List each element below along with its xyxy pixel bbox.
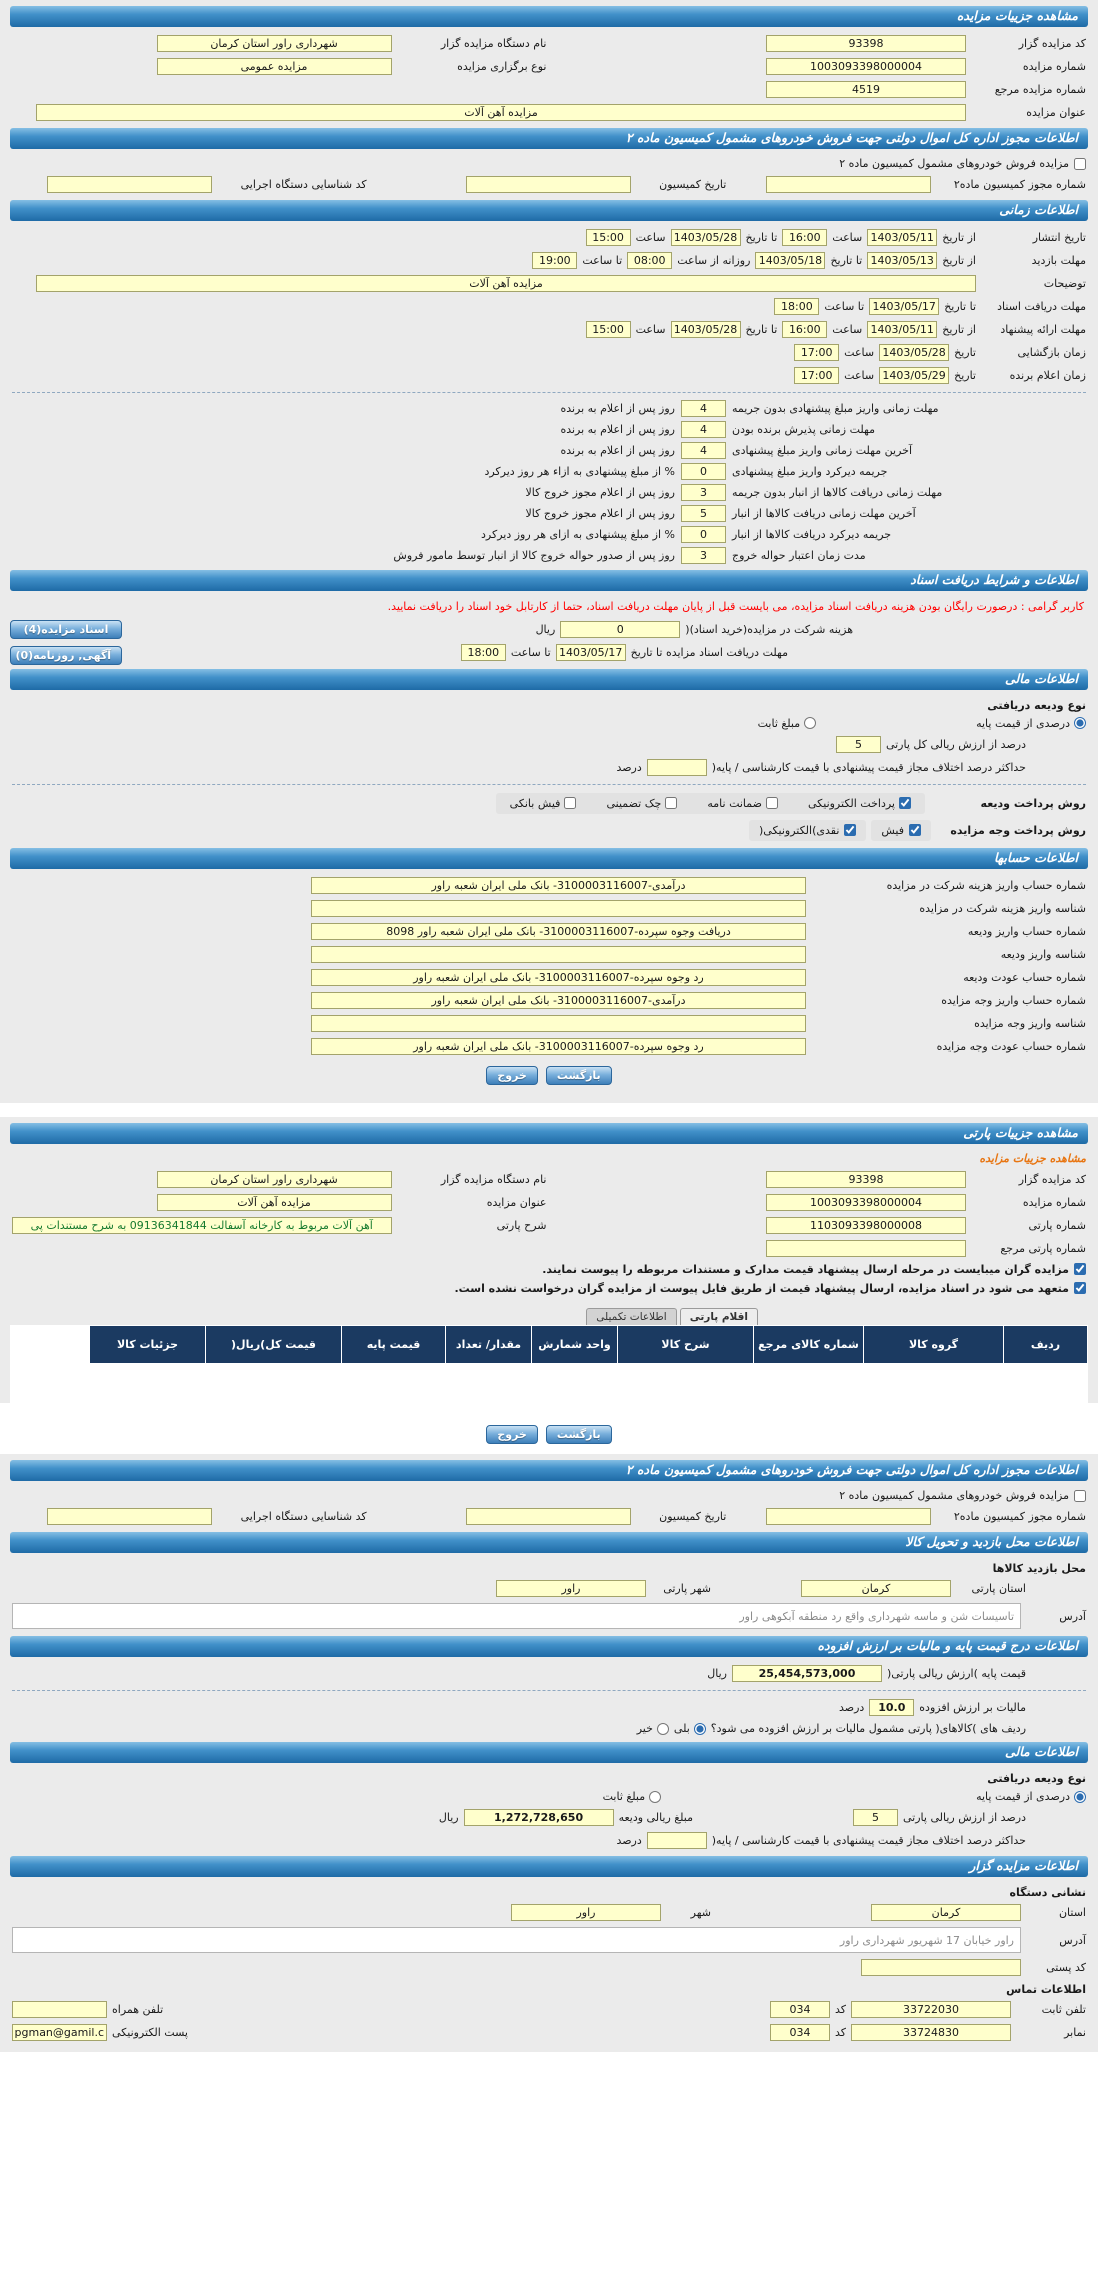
auction-documents-button[interactable]: اسناد مزایده(4) (10, 620, 122, 639)
hour-label: ساعت (832, 323, 863, 336)
exit-button[interactable]: خروج (486, 1066, 538, 1085)
deposit-percent-label: درصد از ارزش ریالی پارتی (903, 1811, 1026, 1825)
to-date-label: تا تاریخ (944, 300, 976, 313)
timing-header: اطلاعات زمانی (10, 200, 1088, 221)
partie-no-label: شماره پارتی (1028, 1218, 1086, 1232)
org-address-input[interactable] (12, 1927, 1021, 1953)
col-goods-details: جزئیات کالا (90, 1325, 206, 1363)
partie-desc-label: شرح پارتی (496, 1218, 547, 1232)
certified-check-label: چک تضمینی (606, 796, 662, 810)
deposit-percent-radio-group (976, 717, 1086, 730)
penalty-suffix: % از مبلغ پیشنهادی به ازای هر روز دیرکرد (481, 528, 675, 541)
visit-location-header: اطلاعات محل بازدید و تحویل کالا (10, 1532, 1088, 1553)
opening-date-input[interactable] (879, 344, 949, 361)
tab-additional-info[interactable]: اطلاعات تکمیلی (586, 1308, 676, 1325)
deposit-method-options (496, 793, 925, 814)
bidder-code-label: کد مزایده گزار (1018, 1172, 1086, 1186)
auction-details-header: مشاهده جزییات مزایده (10, 6, 1088, 27)
publish-from-date-input[interactable] (867, 229, 937, 246)
certified-check-checkbox[interactable] (665, 797, 677, 809)
accounts-header: اطلاعات حسابها (10, 848, 1088, 869)
exec-id-label: کد شناسایی دستگاه اجرایی (240, 1510, 367, 1524)
org-name-input[interactable] (157, 1171, 392, 1188)
commission-permit-label: شماره مجوز کمیسیون ماده۲ (953, 1510, 1086, 1524)
commission-date-input[interactable] (466, 1508, 631, 1525)
rial-label: ریال (707, 1667, 727, 1681)
rial-label: ریال (535, 622, 556, 636)
commission-permit-label: شماره مجوز کمیسیون ماده۲ (953, 178, 1086, 191)
visit-to-date-input[interactable] (755, 252, 825, 269)
org-name-label: نام دستگاه مزایده گزار (440, 37, 547, 50)
penalty-label: آخرین مهلت زمانی واریز مبلغ پیشنهادی (732, 444, 912, 457)
visit-from-date-input[interactable] (867, 252, 937, 269)
vat-no-label: خیر (636, 1722, 653, 1736)
maxdiff-label: حداکثر درصد اختلاف مجاز قیمت پیشنهادی با قیمت کارشناسی / پایه( (711, 1834, 1026, 1848)
vat-input[interactable] (869, 1699, 914, 1716)
pricing-header: اطلاعات درج قیمت پایه و مالیات بر ارزش افزوده (10, 1636, 1088, 1657)
auction-no-input[interactable] (766, 58, 966, 75)
org-name-input[interactable] (157, 35, 392, 52)
deposit-amount-input[interactable] (464, 1809, 614, 1826)
hour-label: ساعت (635, 231, 666, 244)
contact-info-title: اطلاعات تماس (1006, 1983, 1086, 1997)
docs-deadline-date-input[interactable] (869, 298, 939, 315)
visit-label: مهلت بازدید (1031, 254, 1086, 267)
commission-date-input[interactable] (466, 176, 631, 193)
account-label: شماره حساب عودت وجه مزایده (936, 1039, 1086, 1053)
fax-label: نمابر (1064, 2026, 1086, 2040)
bank-slip-label: فیش بانکی (509, 796, 561, 810)
penalty-suffix: روز پس از اعلام به برنده (560, 402, 675, 415)
penalty-label: آخرین مهلت زمانی دریافت کالاها از انبار (732, 507, 916, 520)
offer-from-time-input[interactable] (782, 321, 827, 338)
org-province-input[interactable] (871, 1904, 1021, 1921)
account-input[interactable] (311, 1038, 806, 1055)
mobile-label: تلفن همراه (112, 2003, 164, 2017)
col-quantity: مقدار/ تعداد (446, 1325, 532, 1363)
account-input[interactable] (311, 969, 806, 986)
penalty-input[interactable] (681, 400, 726, 417)
partie-desc-input[interactable] (12, 1217, 392, 1234)
penalty-input[interactable] (681, 442, 726, 459)
dashed-divider (12, 392, 1086, 393)
email-input[interactable] (12, 2024, 107, 2041)
no-file-offer-checkbox[interactable] (1074, 1282, 1086, 1294)
back-button[interactable]: بازگشت (546, 1066, 612, 1085)
electronic-payment-checkbox[interactable] (899, 797, 911, 809)
org-address-label: آدرس (1059, 1933, 1086, 1947)
penalty-input[interactable] (681, 526, 726, 543)
auction-title-input[interactable] (157, 1194, 392, 1211)
from-date-label: از تاریخ (942, 323, 976, 336)
partie-province-input[interactable] (801, 1580, 951, 1597)
opening-label: زمان بازگشایی (1017, 346, 1086, 359)
deposit-percent-input[interactable] (836, 736, 881, 753)
deposit-percent-radio-group (976, 1790, 1086, 1803)
partie-items-table (10, 1325, 1088, 1404)
partie-ref-input[interactable] (766, 1240, 966, 1257)
deposit-type-title: نوع ودیعه دریافتی (987, 1772, 1086, 1786)
partie-province-label: استان پارتی (971, 1582, 1026, 1596)
electronic-payment-option (808, 797, 911, 810)
empty-table-row (11, 1363, 1088, 1383)
phone-input[interactable] (851, 2001, 1011, 2018)
offer-to-time-input[interactable] (586, 321, 631, 338)
account-input[interactable] (311, 877, 806, 894)
guarantee-label: ضمانت نامه (707, 796, 762, 810)
percent-suffix-label: درصد (616, 760, 642, 774)
certified-check-option (606, 797, 677, 810)
back-button[interactable]: بازگشت (546, 1425, 612, 1444)
deposit-fixed-radio-label: مبلغ ثابت (757, 716, 801, 730)
partie-city-input[interactable] (496, 1580, 646, 1597)
tab-partie-items[interactable]: اقلام پارتی (680, 1308, 758, 1325)
account-input[interactable] (311, 1015, 806, 1032)
account-input[interactable] (311, 900, 806, 917)
vat-yes-label: بلی (673, 1722, 690, 1736)
commission-checkbox[interactable] (1074, 158, 1086, 170)
deposit-fixed-radio-label: مبلغ ثابت (602, 1790, 646, 1804)
partie-address-label: آدرس (1059, 1609, 1086, 1623)
col-count-unit: واحد شمارش (532, 1325, 618, 1363)
account-label: شناسه واریز وجه مزایده (974, 1016, 1086, 1030)
commission-checkbox[interactable] (1074, 1490, 1086, 1502)
docs-deadline-time-input[interactable] (774, 298, 819, 315)
commission-permit-input[interactable] (766, 176, 931, 193)
col-total-price: قیمت کل)ریال( (206, 1325, 342, 1363)
loading-bar: بارگذاری... (11, 1383, 1088, 1403)
penalty-suffix: روز پس از اعلام مجوز خروج کالا (525, 486, 675, 499)
attachments-required-label: مزایده گران میبایست در مرحله ارسال پیشنهاد قیمت مدارک و مستندات مربوطه را پیوست نمایند. (542, 1262, 1069, 1276)
vat-yes-radio-group (674, 1722, 706, 1735)
deposit-percent-radio-label: درصدی از قیمت پایه (976, 1790, 1070, 1804)
exec-id-label: کد شناسایی دستگاه اجرایی (240, 178, 367, 191)
visit-from-time-input[interactable] (627, 252, 672, 269)
fax-code-input[interactable] (770, 2024, 830, 2041)
docs-warning-text: کاربر گرامی : درصورت رایگان بودن هزینه دریافت اسناد مزایده، می بایست قبل از پایان مهلت دریافت اسناد، حتما از کارتابل خود اسناد را دریافت نمایید. (387, 600, 1084, 613)
percent-suffix-label: درصد (838, 1701, 865, 1715)
partie-ref-label: شماره پارتی مرجع (1000, 1241, 1086, 1255)
bidder-code-input[interactable] (766, 35, 966, 52)
dashed-divider (12, 1690, 1086, 1691)
deposit-percent-radio-label: درصدی از قیمت پایه (976, 716, 1070, 730)
publish-to-date-input[interactable] (671, 229, 741, 246)
col-goods-group: گروه کالا (864, 1325, 1004, 1363)
guarantee-checkbox[interactable] (766, 797, 778, 809)
penalty-suffix: روز پس از صدور حواله خروج کالا از انبار توسط مامور فروش (393, 549, 675, 562)
slip-option (871, 820, 931, 841)
fee-input[interactable] (560, 621, 680, 638)
bidder-code-input[interactable] (766, 1171, 966, 1188)
auction-no-input[interactable] (766, 1194, 966, 1211)
account-input[interactable] (311, 923, 806, 940)
penalty-input[interactable] (681, 421, 726, 438)
bank-slip-option (510, 797, 577, 810)
deposit-percent-radio[interactable] (1074, 717, 1086, 729)
notes-label: توضیحات (1043, 277, 1086, 290)
penalty-suffix: روز پس از اعلام به برنده (560, 423, 675, 436)
percent-suffix-label: درصد (616, 1834, 642, 1848)
offer-to-date-input[interactable] (671, 321, 741, 338)
commission-date-label: تاریخ کمیسیون (659, 178, 727, 191)
finance-header: اطلاعات مالی (10, 1742, 1088, 1763)
partie-address-input[interactable] (12, 1603, 1021, 1629)
account-input[interactable] (311, 992, 806, 1009)
partie-tabs (10, 1308, 758, 1325)
newspaper-ads-button[interactable]: آگهی, روزنامه(0) (10, 646, 122, 665)
electronic-payment-label: پرداخت الکترونیکی (808, 796, 895, 810)
hour-label: ساعت (844, 369, 875, 382)
deposit-type-title: نوع ودیعه دریافتی (987, 698, 1086, 712)
winner-time-input[interactable] (794, 367, 839, 384)
mobile-input[interactable] (12, 2001, 107, 2018)
deposit-percent-radio[interactable] (1074, 1791, 1086, 1803)
partie-details-block (0, 1117, 1098, 1404)
exec-id-input[interactable] (47, 176, 212, 193)
deposit-fixed-radio-group (758, 717, 816, 730)
phone-code-input[interactable] (770, 2001, 830, 2018)
commission-header: اطلاعات مجوز اداره کل اموال دولتی جهت فروش خودروهای مشمول کمیسیون ماده ۲ (10, 1460, 1088, 1481)
penalty-label: مهلت زمانی پذیرش برنده بودن (732, 423, 876, 436)
loading-row (11, 1383, 1088, 1403)
finance-header: اطلاعات مالی (10, 669, 1088, 690)
penalty-label: مدت زمان اعتبار حواله خروج (732, 549, 866, 562)
partie-no-input[interactable] (766, 1217, 966, 1234)
area-code-label: کد (834, 2003, 846, 2017)
org-address-title: نشانی دستگاه (1009, 1886, 1086, 1900)
from-date-label: از تاریخ (942, 254, 976, 267)
slip-label: فیش (881, 823, 904, 837)
account-label: شماره حساب عودت ودیعه (963, 970, 1086, 984)
to-hour-label: تا ساعت (582, 254, 623, 267)
auction-no-label: شماره مزایده (1022, 1195, 1086, 1209)
base-price-label: قیمت پایه )ارزش ریالی پارتی( (887, 1667, 1026, 1681)
deposit-fixed-radio-group (603, 1790, 661, 1803)
commission-permit-input[interactable] (766, 1508, 931, 1525)
deposit-amount-label: مبلغ ریالی ودیعه (618, 1811, 693, 1825)
auction-no-label: شماره مزایده (1022, 60, 1086, 73)
cash-electronic-label: نقدی)الکترونیکی( (758, 823, 840, 837)
fax-input[interactable] (851, 2024, 1011, 2041)
fee-label: هزینه شرکت در مزایده(خرید اسناد)( (685, 622, 853, 636)
date-label: تاریخ (954, 346, 976, 359)
daily-from-hour-label: روزانه از ساعت (677, 254, 751, 267)
account-label: شناسه واریز ودیعه (1000, 947, 1086, 961)
penalty-label: مهلت زمانی دریافت کالاها از انبار بدون جریمه (732, 486, 943, 499)
date-label: تاریخ (954, 369, 976, 382)
docs-deadline-label: مهلت دریافت اسناد (997, 300, 1086, 313)
auction-details-block (0, 0, 1098, 1103)
account-label: شماره حساب واریز وجه مزایده (941, 993, 1086, 1007)
base-price-input[interactable] (732, 1665, 882, 1682)
account-label: شماره حساب واریز هزینه شرکت در مزایده (886, 878, 1086, 892)
maxdiff-input[interactable] (647, 1832, 707, 1849)
auction-title-label: عنوان مزایده (1026, 106, 1086, 119)
penalty-label: جریمه دیرکرد دریافت کالاها از انبار (732, 528, 892, 541)
auction-type-label: نوع برگزاری مزایده (457, 60, 547, 73)
offer-from-date-input[interactable] (867, 321, 937, 338)
commission-checkbox-label: مزایده فروش خودروهای مشمول کمیسیون ماده ۲ (839, 157, 1069, 170)
penalty-label: جریمه دیرکرد واریز مبلغ پیشنهادی (732, 465, 888, 478)
deposit-method-label: روش پرداخت ودیعه (980, 796, 1086, 810)
deposit-percent-label: درصد از ارزش ریالی کل پارتی (885, 737, 1026, 751)
auctioneer-header: اطلاعات مزایده گزار (10, 1856, 1088, 1877)
penalty-input[interactable] (681, 463, 726, 480)
publish-label: تاریخ انتشار (1032, 231, 1086, 244)
view-auction-details-link[interactable]: مشاهده جزییات مزایده (979, 1151, 1086, 1165)
deposit-percent-input[interactable] (853, 1809, 898, 1826)
exit-button[interactable]: خروج (486, 1425, 538, 1444)
col-goods-description: شرح کالا (618, 1325, 754, 1363)
col-base-price: قیمت پایه (342, 1325, 446, 1363)
hour-label: ساعت (635, 323, 666, 336)
no-file-offer-label: متعهد می شود در اسناد مزایده، ارسال پیشنهاد قیمت از طریق فایل پیوست از مزایده گران درخواست نشده است. (454, 1281, 1069, 1295)
docs-deadline2-time-input[interactable] (461, 644, 506, 661)
cash-electronic-checkbox[interactable] (844, 824, 856, 836)
penalty-input[interactable] (681, 484, 726, 501)
auction-ref-label: شماره مزایده مرجع (994, 83, 1086, 96)
cash-electronic-option (749, 820, 866, 841)
maxdiff-label: حداکثر درصد اختلاف مجاز قیمت پیشنهادی با قیمت کارشناسی / پایه( (711, 760, 1026, 774)
org-city-input[interactable] (511, 1904, 661, 1921)
org-province-label: استان (1058, 1906, 1086, 1920)
commission-header: اطلاعات مجوز اداره کل اموال دولتی جهت فروش خودروهای مشمول کمیسیون ماده ۲ (10, 128, 1088, 149)
attachments-required-checkbox[interactable] (1074, 1263, 1086, 1275)
commission-checkbox-label: مزایده فروش خودروهای مشمول کمیسیون ماده ۲ (839, 1489, 1069, 1503)
rial-label: ریال (438, 1811, 459, 1825)
vat-no-radio-group (637, 1722, 669, 1735)
to-date-label: تا تاریخ (745, 231, 778, 244)
deposit-fixed-radio[interactable] (649, 1791, 661, 1803)
maxdiff-input[interactable] (647, 759, 707, 776)
col-empty-spacer (11, 1325, 90, 1363)
account-label: شناسه واریز هزینه شرکت در مزایده (919, 901, 1086, 915)
auction-type-input[interactable] (157, 58, 392, 75)
bidder-code-label: کد مزایده گزار (1018, 37, 1086, 50)
partie-city-label: شهر پارتی (663, 1582, 711, 1596)
exec-id-input[interactable] (47, 1508, 212, 1525)
partie-form-block (0, 1454, 1098, 2052)
email-label: پست الکترونیکی (112, 2026, 188, 2040)
penalty-suffix: روز پس از اعلام به برنده (560, 444, 675, 457)
col-ref-goods-number: شماره کالای مرجع (754, 1325, 864, 1363)
postal-code-label: کد پستی (1046, 1961, 1086, 1975)
partie-details-header: مشاهده جزییات پارتی (10, 1123, 1088, 1144)
visit-location-title: محل بازدید کالاها (992, 1562, 1086, 1576)
account-input[interactable] (311, 946, 806, 963)
from-date-label: از تاریخ (942, 231, 976, 244)
area-code-label: کد (834, 2026, 846, 2040)
guarantee-option (707, 797, 778, 810)
to-hour-label: تا ساعت (510, 645, 551, 659)
hour-label: ساعت (844, 346, 875, 359)
winner-date-input[interactable] (879, 367, 949, 384)
deposit-fixed-radio[interactable] (804, 717, 816, 729)
opening-time-input[interactable] (794, 344, 839, 361)
vat-label: مالیات بر ارزش افزوده (919, 1701, 1026, 1715)
vat-question-label: ردیف های )کالاهای( پارتی مشمول مالیات بر ارزش افزوده می شود؟ (710, 1722, 1026, 1736)
to-date-label: تا تاریخ (745, 323, 778, 336)
slip-checkbox[interactable] (909, 824, 921, 836)
org-name-label: نام دستگاه مزایده گزار (440, 1172, 547, 1186)
auction-ref-input[interactable] (766, 81, 966, 98)
vat-yes-radio[interactable] (694, 1723, 706, 1735)
org-city-label: شهر (690, 1906, 711, 1920)
winner-label: زمان اعلام برنده (1009, 369, 1086, 382)
penalty-suffix: % از مبلغ پیشنهادی به ازاء هر روز دیرکرد (484, 465, 675, 478)
penalty-label: مهلت زمانی واریز مبلغ پیشنهادی بدون جریمه (732, 402, 939, 415)
bank-slip-checkbox[interactable] (564, 797, 576, 809)
docs-header: اطلاعات و شرایط دریافت اسناد (10, 570, 1088, 591)
phone-label: تلفن ثابت (1041, 2003, 1086, 2017)
commission-date-label: تاریخ کمیسیون (659, 1510, 727, 1524)
offer-label: مهلت ارائه پیشنهاد (1000, 323, 1086, 336)
penalty-input[interactable] (681, 547, 726, 564)
account-label: شماره حساب واریز ودیعه (967, 924, 1086, 938)
publish-to-time-input[interactable] (586, 229, 631, 246)
hour-label: ساعت (832, 231, 863, 244)
auction-title-label: عنوان مزایده (486, 1195, 547, 1209)
col-row-number: ردیف (1004, 1325, 1088, 1363)
auction-title-input[interactable] (36, 104, 966, 121)
penalty-input[interactable] (681, 505, 726, 522)
publish-from-time-input[interactable] (782, 229, 827, 246)
to-date-label: تا تاریخ (830, 254, 863, 267)
dashed-divider (12, 784, 1086, 785)
payment-method-label: روش پرداخت وجه مزایده (950, 823, 1086, 837)
visit-to-time-input[interactable] (532, 252, 577, 269)
penalty-suffix: روز پس از اعلام مجوز خروج کالا (525, 507, 675, 520)
postal-code-input[interactable] (861, 1959, 1021, 1976)
vat-no-radio[interactable] (657, 1723, 669, 1735)
notes-input[interactable] (36, 275, 976, 292)
to-hour-label: تا ساعت (824, 300, 865, 313)
docs-deadline2-label: مهلت دریافت اسناد مزایده تا تاریخ (630, 645, 788, 659)
docs-deadline2-date-input[interactable] (556, 644, 626, 661)
